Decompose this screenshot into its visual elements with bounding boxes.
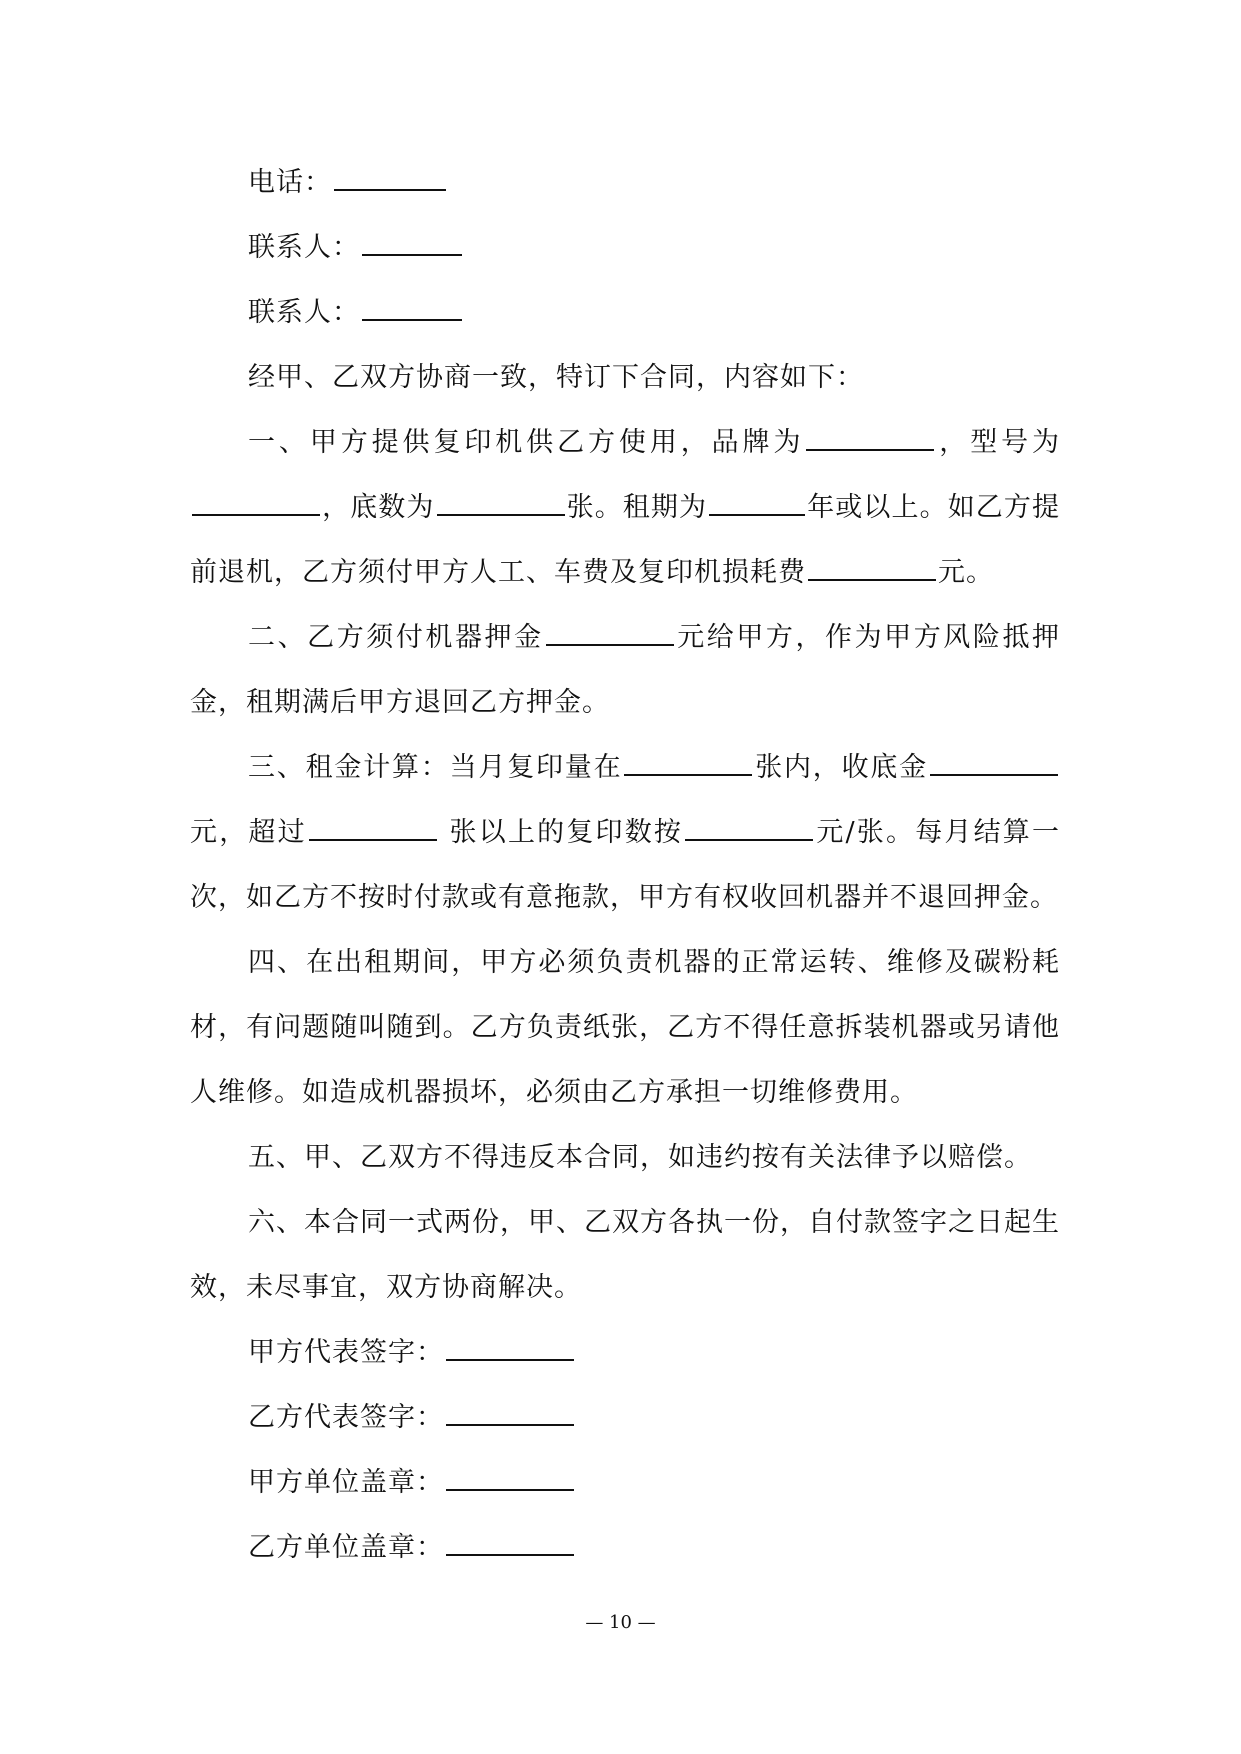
lease-term-blank — [709, 488, 805, 516]
party-b-seal-label: 乙方单位盖章： — [248, 1532, 444, 1563]
contract-body — [190, 150, 1060, 1580]
phone-label: 电话： — [248, 167, 332, 198]
clause-3-text-a: 三、租金计算：当月复印量在 — [248, 752, 623, 783]
copy-volume-blank — [624, 748, 752, 776]
phone-blank — [334, 163, 446, 191]
clause-6: 六、本合同一式两份，甲、乙双方各执一份，自付款签字之日起生效，未尽事宜，双方协商解决。 — [190, 1207, 1060, 1303]
clause-2 — [190, 605, 1060, 735]
contact-line-2 — [190, 280, 1060, 345]
base-fee-blank — [930, 748, 1058, 776]
party-a-seal-line — [190, 1450, 1060, 1515]
clause-3-text-d: 张以上的复印数按 — [438, 817, 684, 848]
party-a-signature-label: 甲方代表签字： — [248, 1337, 444, 1368]
intro-paragraph: 经甲、乙双方协商一致，特订下合同，内容如下： — [248, 362, 864, 393]
clause-4: 四、在出租期间，甲方必须负责机器的正常运转、维修及碳粉耗材，有问题随叫随到。乙方负责纸张，乙方不得任意拆装机器或另请他人维修。如造成机器损坏，必须由乙方承担一切维修费用。 — [190, 947, 1060, 1108]
clause-1-text-a: 一、甲方提供复印机供乙方使用，品牌为 — [248, 427, 805, 458]
wear-fee-blank — [808, 553, 936, 581]
phone-line — [190, 150, 1060, 215]
clause-1 — [190, 410, 1060, 605]
clause-1-text-b: ，型号为 — [936, 427, 1061, 458]
clause-3-text-e: 元/张。每月结算一次，如乙方不按时付款或有意拖款，甲方有权收回机器并不退回押金。 — [190, 817, 1060, 913]
contact-blank-2 — [362, 293, 462, 321]
contact-label-2: 联系人： — [248, 297, 360, 328]
page-number: — 10 — — [585, 1612, 656, 1633]
party-b-signature-blank — [446, 1398, 574, 1426]
deposit-blank — [546, 618, 674, 646]
clause-2-text-a: 二、乙方须付机器押金 — [248, 622, 544, 653]
clause-1-text-d: 张。租期为 — [566, 492, 708, 523]
excess-count-blank — [309, 813, 437, 841]
party-a-seal-blank — [446, 1463, 574, 1491]
brand-blank — [806, 423, 934, 451]
clause-1-text-f: 元。 — [938, 557, 994, 588]
clause-2-text-b: 元给甲方，作为甲方风险抵押金，租期满后甲方退回乙方押金。 — [190, 622, 1061, 718]
party-b-signature-line — [190, 1385, 1060, 1450]
model-blank — [192, 488, 320, 516]
contact-blank-1 — [362, 228, 462, 256]
clause-1-text-e: 年或以上。如乙方提前退机，乙方须付甲方人工、车费及复印机损耗费 — [190, 492, 1061, 588]
clause-3-text-c: 元，超过 — [190, 817, 307, 848]
party-a-signature-line — [190, 1320, 1060, 1385]
party-a-seal-label: 甲方单位盖章： — [248, 1467, 444, 1498]
base-count-blank — [437, 488, 565, 516]
party-a-signature-blank — [446, 1333, 574, 1361]
contact-line-1 — [190, 215, 1060, 280]
per-copy-price-blank — [685, 813, 813, 841]
party-b-seal-line — [190, 1515, 1060, 1580]
party-b-signature-label: 乙方代表签字： — [248, 1402, 444, 1433]
clause-1-text-c: ，底数为 — [322, 492, 435, 523]
clause-5: 五、甲、乙双方不得违反本合同，如违约按有关法律予以赔偿。 — [248, 1142, 1032, 1173]
clause-3-text-b: 张内，收底金 — [754, 752, 929, 783]
party-b-seal-blank — [446, 1528, 574, 1556]
clause-3 — [190, 735, 1060, 930]
contact-label-1: 联系人： — [248, 232, 360, 263]
